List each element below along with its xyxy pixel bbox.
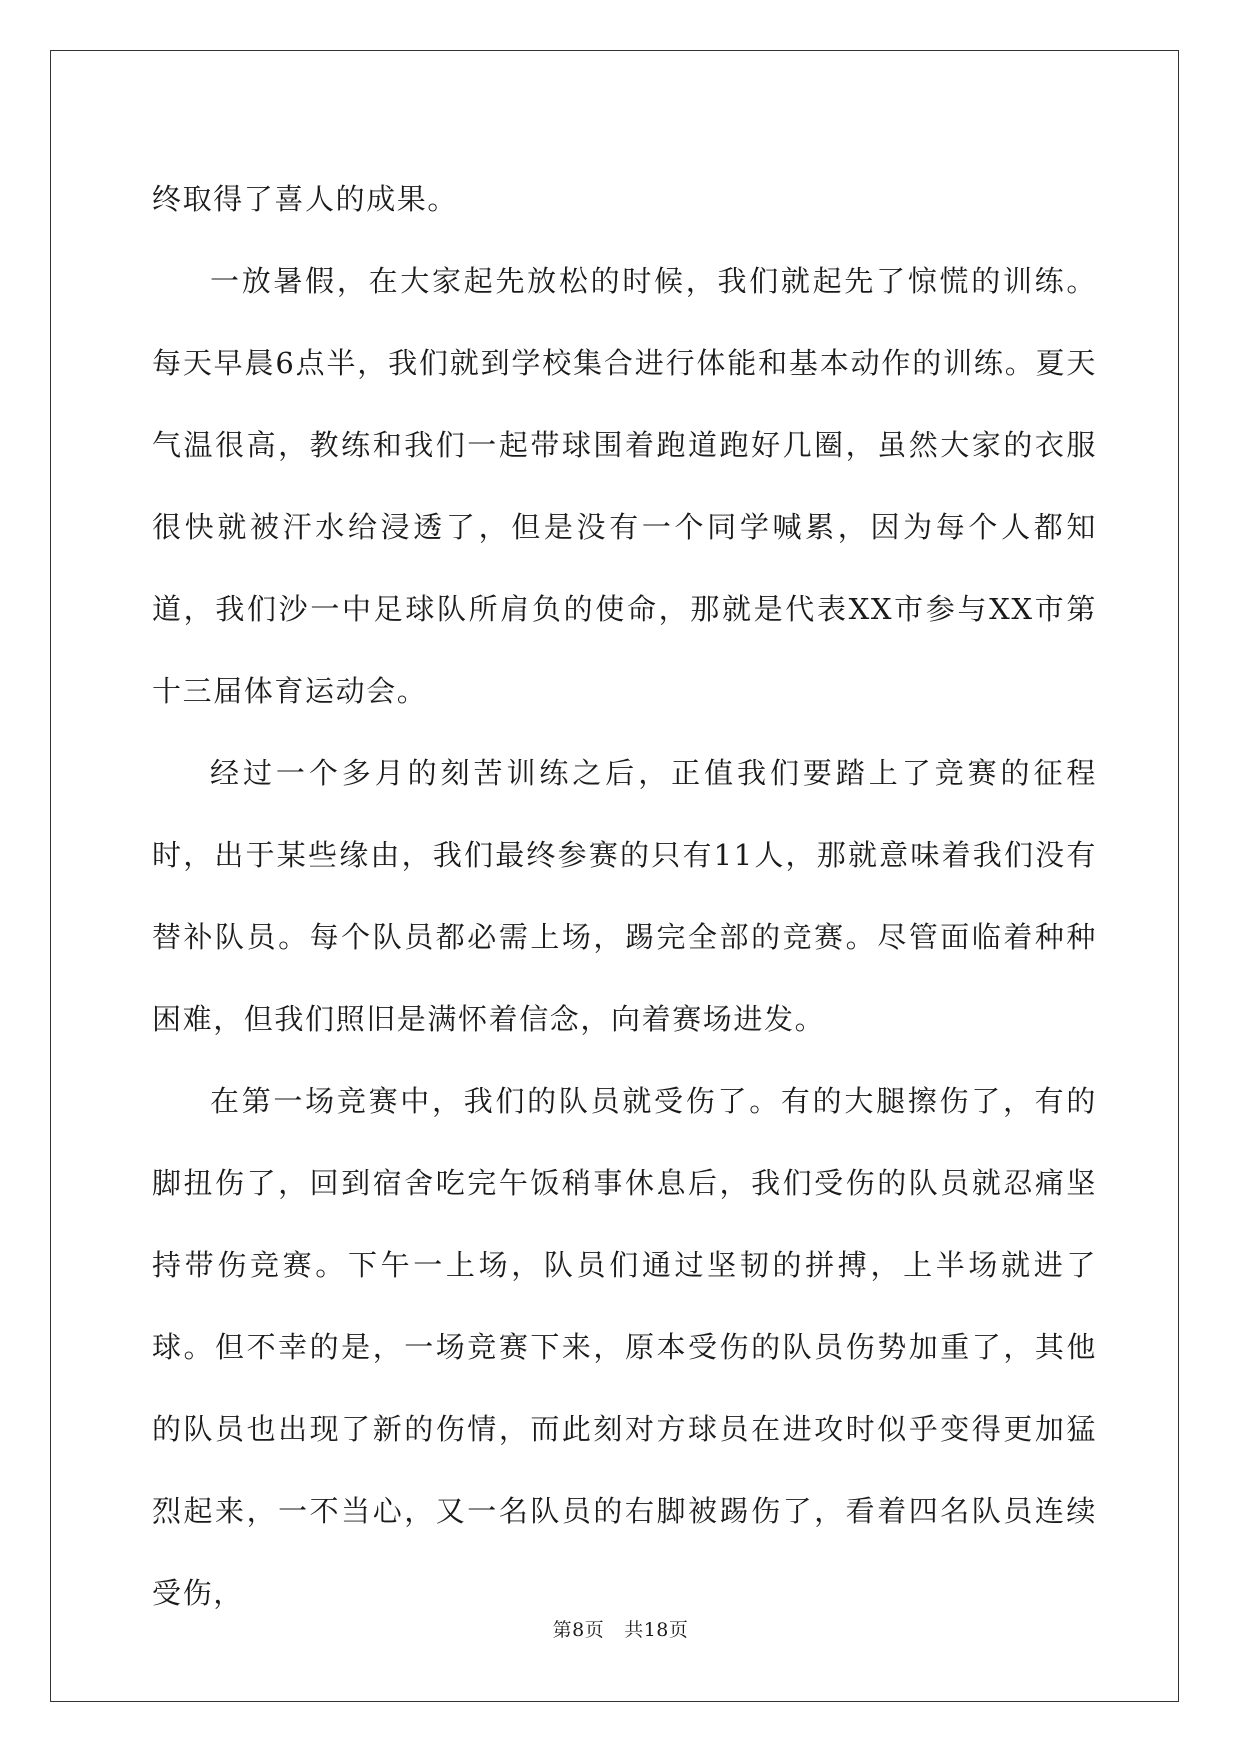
paragraph-1: 终取得了喜人的成果。 bbox=[152, 182, 459, 216]
paragraph-2: 一放暑假，在大家起先放松的时候，我们就起先了惊慌的训练。每天早晨6点半，我们就到学校集合进行体能和基本动作的训练。夏天气温很高，教练和我们一起带球围着跑道跑好几圈，虽然大家的衣服很快就被汗水给浸透了，但是没有一个同学喊累，因为每个人都知道，我们沙一中足球队所肩负的使命，那就是代表XX市参与XX市第十三届体育运动会。 bbox=[152, 264, 1097, 708]
page-footer bbox=[0, 1615, 1241, 1642]
page-total: 共18页 bbox=[624, 1619, 689, 1641]
paragraph-3: 经过一个多月的刻苦训练之后，正值我们要踏上了竞赛的征程时，出于某些缘由，我们最终参赛的只有11人，那就意味着我们没有替补队员。每个队员都必需上场，踢完全部的竞赛。尽管面临着种种困难，但我们照旧是满怀着信念，向着赛场进发。 bbox=[152, 756, 1097, 1036]
page-number: 第8页 bbox=[552, 1619, 605, 1641]
paragraph-4: 在第一场竞赛中，我们的队员就受伤了。有的大腿擦伤了，有的脚扭伤了，回到宿舍吃完午饭稍事休息后，我们受伤的队员就忍痛坚持带伤竞赛。下午一上场，队员们通过坚韧的拼搏，上半场就进了球。但不幸的是，一场竞赛下来，原本受伤的队员伤势加重了，其他的队员也出现了新的伤情，而此刻对方球员在进攻时似乎变得更加猛烈起来，一不当心，又一名队员的右脚被踢伤了，看着四名队员连续受伤， bbox=[152, 1084, 1097, 1610]
document-body bbox=[152, 158, 1097, 1634]
